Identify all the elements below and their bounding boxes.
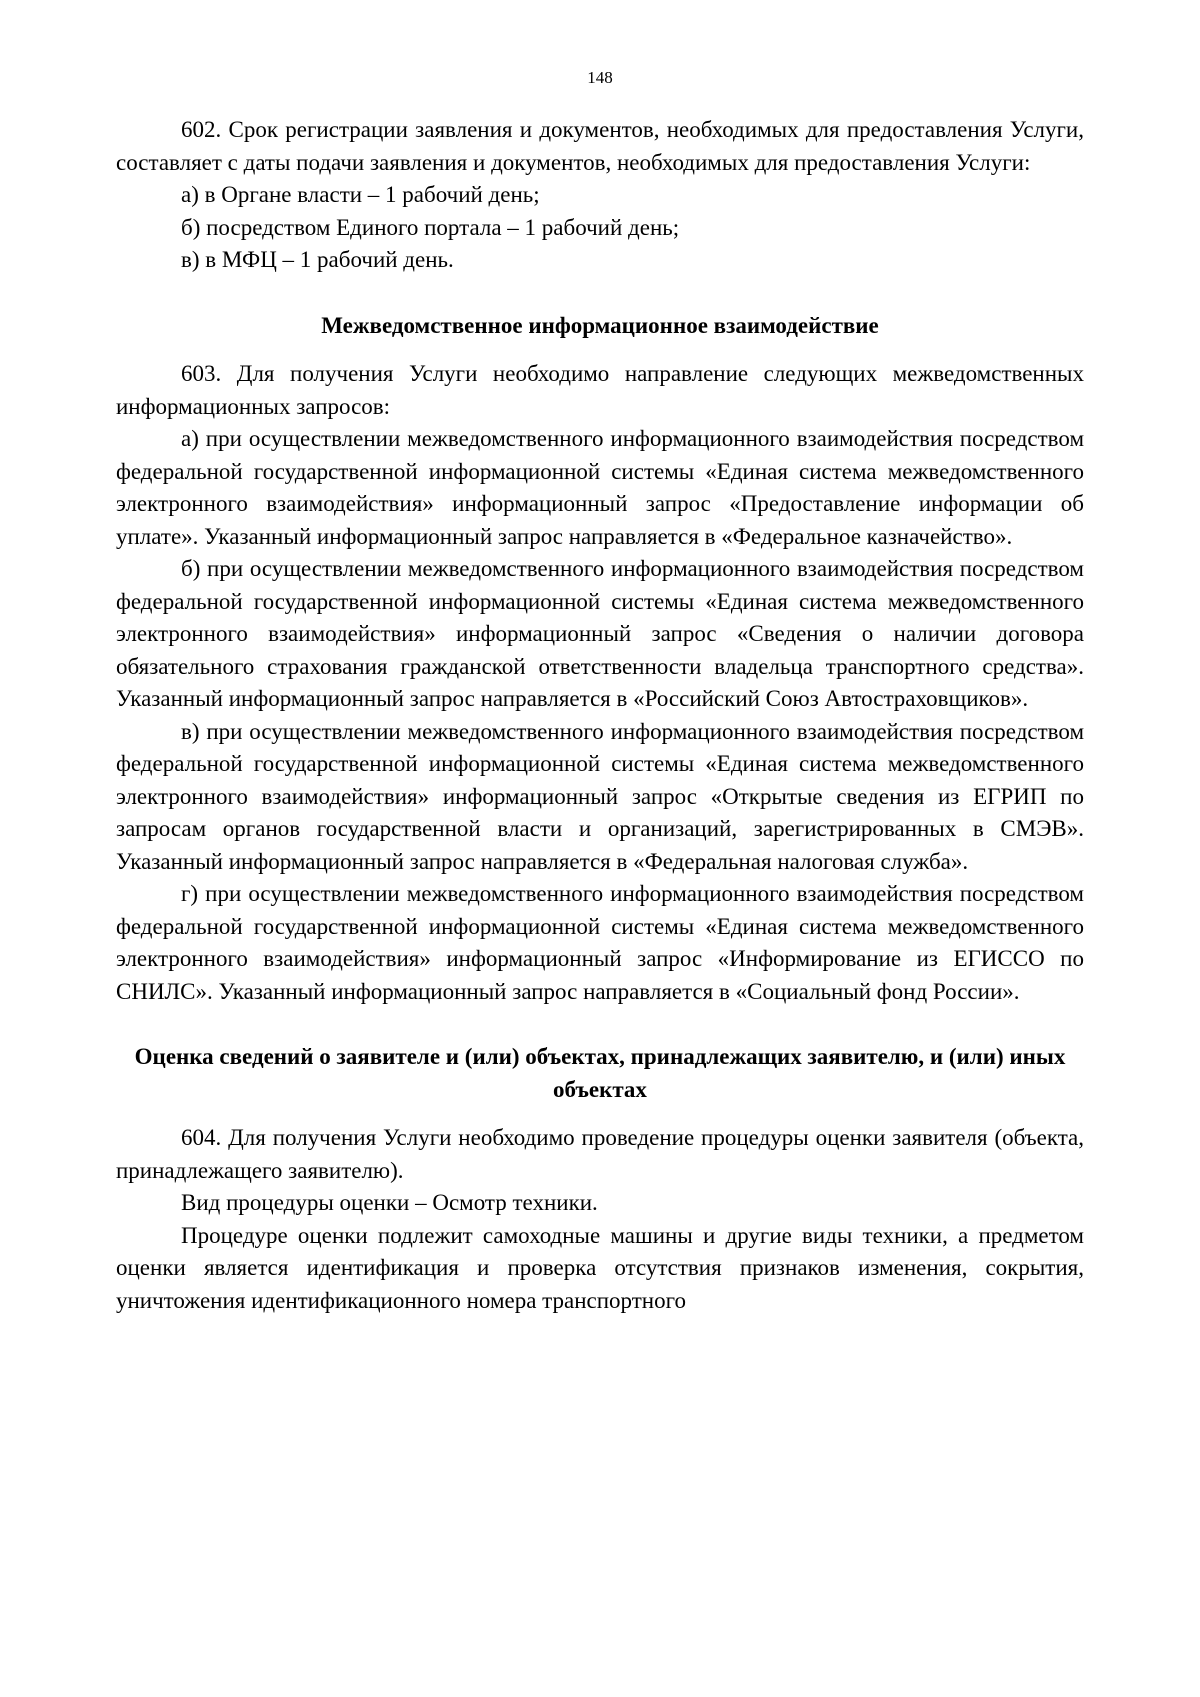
list-item-v: в) в МФЦ – 1 рабочий день. xyxy=(181,247,454,272)
request-item-g: г) при осуществлении межведомственного информационного взаимодействия посредством федеральной государственной информационной системы «Единая система межведомственного электронного взаимодействия» информационный запрос «Информирование из ЕГИССО по СНИЛС». Указанный информационный запрос направляется в «Социальный фонд России». xyxy=(116,881,1084,1004)
paragraph-602: 602. Срок регистрации заявления и документов, необходимых для предоставления Услуги, составляет с даты подачи заявления и документов, необходимых для предоставления Услуги: xyxy=(116,117,1084,175)
list-item-b: б) посредством Единого портала – 1 рабочий день; xyxy=(181,214,680,240)
page-number: 148 xyxy=(587,68,613,87)
request-item-v: в) при осуществлении межведомственного информационного взаимодействия посредством федеральной государственной информационной системы «Единая система межведомственного электронного взаимодействия» информационный запрос «Открытые сведения из ЕГРИП по запросам органов государственной власти и организаций, зарегистрированных в СМЭВ». Указанный информационный запрос направляется в «Федеральная налоговая служба». xyxy=(116,718,1084,874)
request-item-a: а) при осуществлении межведомственного информационного взаимодействия посредством федеральной государственной информационной системы «Единая система межведомственного электронного взаимодействия» информационный запрос «Предоставление информации об уплате». Указанный информационный запрос направляется в «Федеральное казначейство». xyxy=(116,426,1084,549)
list-item-a: а) в Органе власти – 1 рабочий день; xyxy=(181,182,540,207)
assessment-kind: Вид процедуры оценки – Осмотр техники. xyxy=(181,1190,598,1215)
section-heading-assessment: Оценка сведений о заявителе и (или) объектах, принадлежащих заявителю, и (или) иных объектах xyxy=(134,1044,1066,1102)
paragraph-604: 604. Для получения Услуги необходимо проведение процедуры оценки заявителя (объекта, принадлежащего заявителю). xyxy=(116,1125,1084,1183)
assessment-subject: Процедуре оценки подлежит самоходные машины и другие виды техники, а предметом оценки является идентификация и проверка отсутствия признаков изменения, сокрытия, уничтожения идентификационного номера транспортного xyxy=(116,1222,1084,1313)
paragraph-603: 603. Для получения Услуги необходимо направление следующих межведомственных информационных запросов: xyxy=(116,361,1084,419)
document-page xyxy=(116,68,1084,1317)
section-heading-interagency: Межведомственное информационное взаимодействие xyxy=(321,312,879,338)
request-item-b: б) при осуществлении межведомственного информационного взаимодействия посредством федеральной государственной информационной системы «Единая система межведомственного электронного взаимодействия» информационный запрос «Сведения о наличии договора обязательного страхования гражданской ответственности владельца транспортного средства». Указанный информационный запрос направляется в «Российский Союз Автостраховщиков». xyxy=(116,556,1084,711)
